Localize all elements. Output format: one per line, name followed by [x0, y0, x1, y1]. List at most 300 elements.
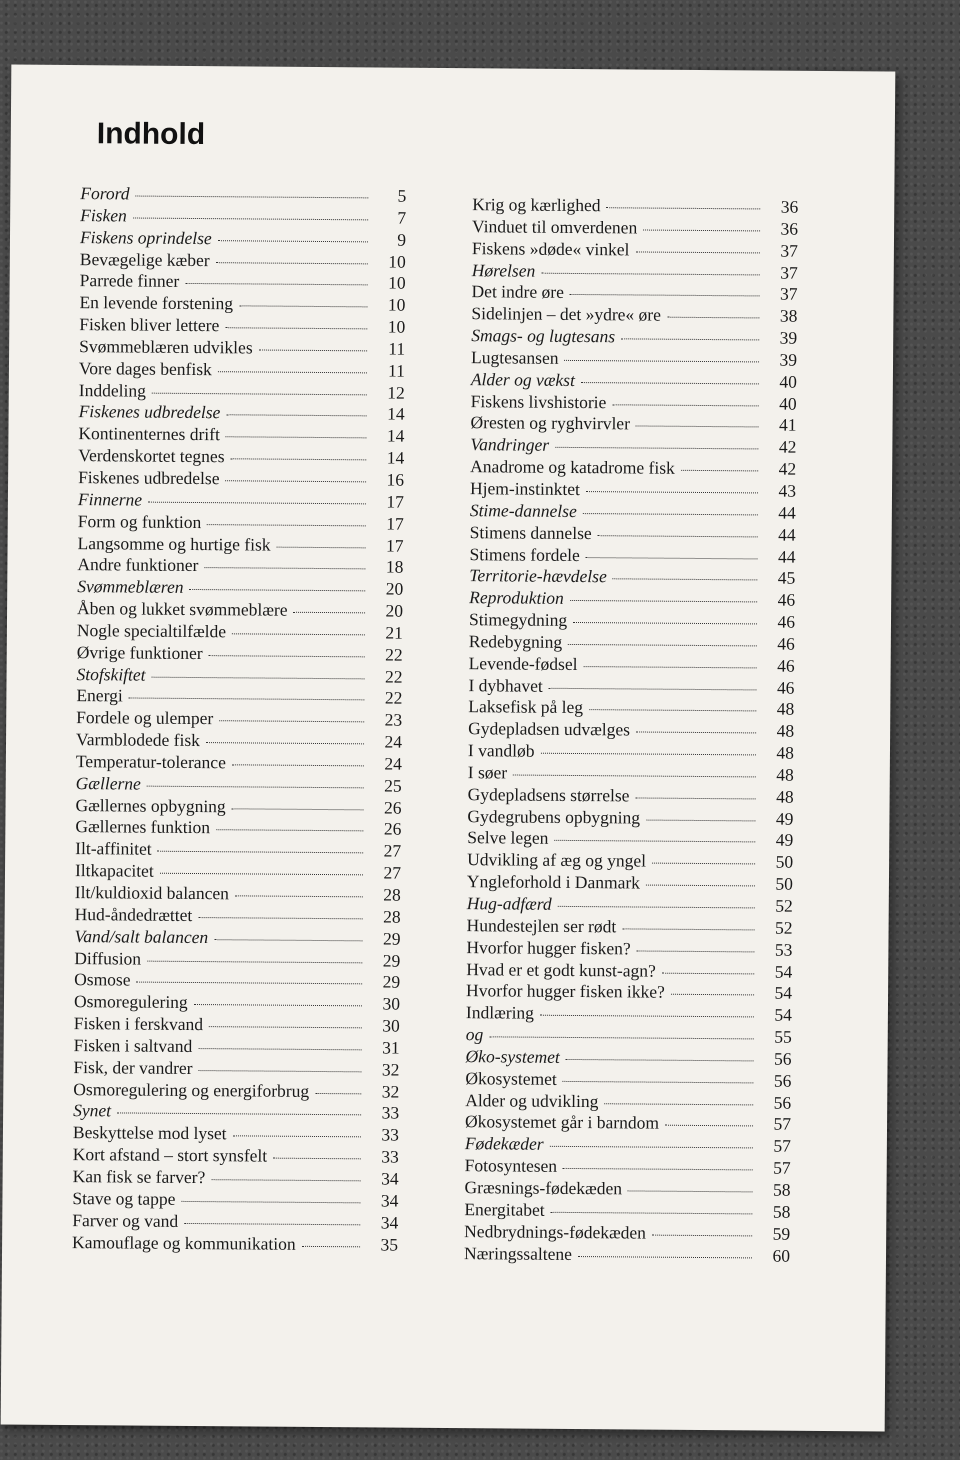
- toc-entry-title: Indlæring: [465, 1002, 535, 1023]
- toc-entry: [78, 511, 404, 535]
- toc-entry-page: 57: [773, 1114, 792, 1135]
- toc-entry: [470, 413, 796, 437]
- toc-entry-title: Alder og udvikling: [465, 1089, 599, 1111]
- toc-entry-title: Økosystemet går i barndom: [464, 1111, 660, 1134]
- dot-leader: [635, 251, 760, 253]
- dot-leader: [637, 950, 755, 952]
- toc-entry-title: Hvad er et godt kunst-agn?: [466, 958, 656, 981]
- dot-leader: [302, 1245, 360, 1246]
- toc-entry-title: Hud-åndedrættet: [74, 903, 193, 925]
- toc-entry-page: 43: [778, 480, 797, 501]
- dot-leader: [294, 612, 366, 614]
- toc-entry: [468, 697, 794, 721]
- toc-entry-page: 40: [779, 371, 797, 392]
- dot-leader: [232, 633, 365, 635]
- toc-entry-page: 38: [779, 305, 798, 326]
- toc-entry: [469, 631, 795, 655]
- dot-leader: [185, 283, 367, 285]
- toc-entry-title: Bevægelige kæber: [79, 248, 210, 270]
- toc-entry-title: Osmoregulering: [73, 991, 188, 1013]
- toc-entry-page: 24: [384, 753, 402, 774]
- dot-leader: [643, 229, 760, 231]
- toc-entry-title: Hvorfor hugger fisken ikke?: [466, 980, 665, 1003]
- toc-entry-page: 14: [386, 425, 405, 446]
- toc-entry: [76, 664, 402, 688]
- dot-leader: [198, 917, 362, 919]
- toc-entry-page: 34: [381, 1168, 399, 1189]
- dot-leader: [652, 863, 755, 865]
- toc-entry: [469, 544, 795, 568]
- dot-leader: [621, 338, 759, 340]
- toc-entry-page: 46: [777, 589, 796, 610]
- toc-entry-title: Gydepladsen udvælges: [468, 718, 631, 740]
- toc-entry: [470, 456, 796, 480]
- dot-leader: [607, 207, 761, 209]
- dot-leader: [646, 885, 755, 887]
- dot-leader: [216, 830, 363, 832]
- toc-entry-page: 17: [386, 491, 405, 512]
- toc-entry: [469, 587, 795, 611]
- toc-entry: [467, 893, 793, 917]
- toc-entry-page: 52: [775, 917, 793, 938]
- dot-leader: [273, 1158, 361, 1160]
- toc-entry: [468, 762, 794, 786]
- dot-leader: [226, 415, 366, 417]
- toc-entry-title: Stimens fordele: [469, 543, 580, 565]
- toc-entry-title: Iltkapacitet: [74, 860, 154, 881]
- toc-entry-page: 20: [385, 578, 404, 599]
- toc-entry: [471, 325, 797, 349]
- toc-entry-page: 30: [382, 1015, 400, 1036]
- dot-leader: [158, 851, 364, 854]
- toc-entry-page: 29: [382, 950, 401, 971]
- toc-entry: [75, 860, 401, 884]
- dot-leader: [604, 1103, 753, 1105]
- toc-entry: [468, 675, 794, 699]
- dot-leader: [190, 589, 366, 591]
- dot-leader: [568, 644, 757, 646]
- dot-leader: [231, 458, 367, 460]
- toc-entry: [77, 554, 403, 578]
- dot-leader: [214, 939, 362, 941]
- toc-entry-title: Det indre øre: [471, 281, 564, 303]
- toc-entry-title: Yngleforhold i Danmark: [466, 871, 641, 893]
- toc-entry-title: Laksefisk på leg: [468, 696, 584, 718]
- toc-entry-page: 58: [772, 1179, 791, 1200]
- dot-leader: [137, 982, 363, 985]
- toc-entry-title: Anadrome og katadrome fisk: [470, 456, 675, 478]
- toc-entry-title: Fisken bliver lettere: [79, 314, 220, 336]
- toc-entry-title: Fødekæder: [464, 1133, 544, 1155]
- toc-entry: [469, 653, 795, 677]
- toc-entry-title: Energitabet: [464, 1198, 545, 1220]
- toc-entry-page: 41: [778, 415, 797, 436]
- toc-entry-title: Nedbrydnings-fødekæden: [464, 1220, 647, 1243]
- dot-leader: [117, 1113, 361, 1116]
- toc-entry-title: Kort afstand – stort synsfelt: [72, 1144, 268, 1166]
- toc-entry: [472, 260, 798, 284]
- toc-entry: [72, 1188, 398, 1212]
- toc-entry-title: Gællerne: [75, 772, 141, 794]
- toc-entry-title: Krig og kærlighed: [472, 194, 601, 216]
- toc-entry-page: 20: [385, 600, 404, 621]
- book-page: [1, 65, 896, 1432]
- dot-leader: [563, 1168, 753, 1170]
- toc-entry: [79, 336, 405, 360]
- toc-entry: [465, 1133, 791, 1157]
- toc-entry: [72, 1210, 398, 1234]
- toc-entry-title: Gydegrubens opbygning: [467, 805, 641, 828]
- toc-entry-page: 46: [777, 611, 796, 632]
- toc-entry-title: Energi: [76, 685, 123, 706]
- toc-entry: [80, 227, 406, 251]
- dot-leader: [598, 535, 758, 537]
- toc-entry: [74, 948, 400, 972]
- dot-leader: [136, 196, 369, 199]
- toc-entry-page: 45: [777, 567, 796, 589]
- toc-entry-page: 16: [386, 469, 405, 490]
- dot-leader: [232, 764, 364, 766]
- dot-leader: [540, 1015, 754, 1018]
- toc-entry-page: 27: [383, 862, 402, 883]
- dot-leader: [578, 1256, 752, 1258]
- dot-leader: [636, 426, 759, 428]
- toc-entry-page: 32: [381, 1081, 400, 1102]
- toc-entry-title: Smags- og lugtesans: [471, 325, 616, 347]
- toc-entry-title: Stimens dannelse: [469, 521, 592, 543]
- toc-entry: [464, 1243, 790, 1267]
- toc-entry: [468, 718, 794, 742]
- toc-entry-page: 22: [384, 687, 403, 709]
- toc-entry-page: 36: [780, 196, 799, 217]
- toc-entry-page: 57: [773, 1157, 791, 1178]
- toc-entry: [73, 1101, 399, 1125]
- toc-entry: [470, 478, 796, 502]
- dot-leader: [681, 470, 758, 472]
- toc-entry-title: Vinduet til omverdenen: [472, 216, 638, 238]
- toc-entry-title: Fisken: [80, 204, 127, 226]
- page-title: Indhold: [96, 117, 206, 152]
- toc-entry-title: Gællernes funktion: [75, 816, 211, 838]
- dot-leader: [581, 382, 759, 384]
- toc-entry-title: Økosystemet: [465, 1067, 557, 1089]
- toc-entry-page: 54: [774, 1004, 792, 1025]
- toc-entry-page: 42: [778, 458, 797, 479]
- toc-entry-page: 48: [776, 764, 794, 785]
- toc-entry: [75, 817, 401, 841]
- toc-entry-page: 39: [779, 327, 798, 348]
- toc-entry-page: 17: [386, 535, 404, 556]
- toc-entry: [75, 838, 401, 862]
- toc-entry: [464, 1221, 790, 1245]
- toc-entry: [73, 1057, 399, 1081]
- toc-entry: [80, 205, 406, 229]
- dot-leader: [211, 1179, 360, 1181]
- toc-entry: [79, 292, 405, 316]
- toc-entry: [76, 751, 402, 775]
- toc-entry-title: Parrede finner: [79, 270, 180, 292]
- toc-entry-title: Gællernes opbygning: [75, 794, 226, 816]
- toc-entry: [74, 1013, 400, 1037]
- toc-entry: [465, 1155, 791, 1179]
- toc-entry-page: 22: [384, 666, 403, 687]
- toc-entry-page: 21: [385, 622, 403, 643]
- dot-leader: [315, 1093, 361, 1094]
- toc-entry-page: 37: [780, 262, 798, 283]
- dot-leader: [209, 1026, 362, 1028]
- toc-entry-page: 35: [380, 1233, 399, 1255]
- toc-entry-page: 22: [385, 644, 403, 665]
- toc-entry-title: Fiskenes udbredelse: [78, 401, 221, 423]
- toc-entry: [465, 1068, 791, 1092]
- toc-entry-page: 49: [775, 808, 794, 829]
- toc-entry-title: Stime-dannelse: [469, 499, 577, 521]
- toc-entry-page: 11: [388, 360, 406, 381]
- toc-entry-title: Udvikling af æg og yngel: [467, 849, 647, 871]
- toc-entry: [466, 1002, 792, 1026]
- dot-leader: [570, 294, 760, 296]
- toc-entry-title: Varmblodede fisk: [75, 729, 201, 751]
- toc-entry-title: Kamouflage og kommunikation: [72, 1231, 296, 1254]
- dot-leader: [665, 1125, 753, 1127]
- dot-leader: [646, 819, 755, 821]
- toc-entry-title: Øresten og ryghvirvler: [470, 412, 631, 434]
- toc-left-column: [72, 183, 406, 1256]
- toc-entry-page: 17: [386, 513, 404, 534]
- toc-entry-title: Beskyttelse mod lyset: [72, 1122, 227, 1144]
- toc-entry: [467, 849, 793, 873]
- toc-entry-page: 50: [775, 873, 794, 894]
- toc-entry-page: 31: [382, 1037, 400, 1058]
- dot-leader: [489, 1036, 753, 1039]
- dot-leader: [226, 480, 367, 482]
- toc-entry-title: Alder og vækst: [470, 368, 575, 390]
- toc-entry-title: Fisken i ferskvand: [73, 1013, 204, 1035]
- dot-leader: [671, 994, 754, 996]
- dot-leader: [207, 524, 366, 526]
- toc-entry: [73, 1079, 399, 1103]
- toc-entry-page: 12: [387, 382, 405, 403]
- dot-leader: [147, 960, 362, 963]
- dot-leader: [554, 840, 755, 843]
- toc-entry-title: Fiskenes udbredelse: [78, 467, 220, 489]
- toc-entry: [464, 1177, 790, 1201]
- toc-entry-title: Ilt-affinitet: [75, 838, 152, 859]
- toc-entry: [76, 729, 402, 753]
- toc-entry: [465, 1046, 791, 1070]
- dot-leader: [583, 666, 756, 668]
- dot-leader: [549, 687, 757, 690]
- dot-leader: [218, 371, 367, 373]
- toc-entry-title: Temperatur-tolerance: [75, 751, 226, 773]
- dot-leader: [662, 972, 754, 974]
- toc-entry: [465, 1112, 791, 1136]
- toc-entry-page: 42: [778, 436, 797, 458]
- toc-entry: [464, 1199, 790, 1223]
- toc-entry-page: 33: [381, 1102, 400, 1124]
- toc-entry-title: Farver og vand: [72, 1209, 179, 1231]
- dot-leader: [573, 622, 757, 624]
- toc-entry-title: Fiskens oprindelse: [79, 226, 212, 248]
- dot-leader: [586, 557, 758, 559]
- toc-entry: [74, 991, 400, 1015]
- dot-leader: [152, 392, 367, 395]
- dot-leader: [160, 873, 363, 876]
- toc-entry-title: Kontinenternes drift: [78, 423, 220, 445]
- toc-entry-page: 7: [397, 207, 407, 228]
- dot-leader: [622, 928, 754, 930]
- toc-entry-title: Synet: [73, 1100, 112, 1121]
- toc-entry-page: 37: [779, 283, 798, 305]
- dot-leader: [563, 1081, 754, 1083]
- toc-entry-page: 24: [384, 731, 403, 752]
- toc-entry: [471, 347, 797, 371]
- toc-entry-page: 46: [776, 677, 795, 698]
- dot-leader: [129, 698, 365, 701]
- dot-leader: [219, 720, 364, 722]
- toc-entry: [80, 183, 406, 207]
- toc-entry-page: 30: [382, 993, 401, 1014]
- toc-entry: [74, 1035, 400, 1059]
- toc-entry-title: Andre funktioner: [77, 554, 199, 576]
- toc-entry-title: Osmose: [74, 969, 131, 990]
- toc-right-column: [464, 194, 798, 1267]
- toc-entry-page: 55: [774, 1026, 792, 1047]
- toc-entry-page: 44: [777, 546, 796, 567]
- toc-entry: [79, 402, 405, 426]
- dot-leader: [152, 676, 365, 679]
- toc-entry-title: Verdenskortet tegnes: [78, 445, 225, 467]
- toc-entry-title: Hørelsen: [471, 259, 536, 281]
- toc-entry-title: Stave og tappe: [72, 1187, 176, 1209]
- toc-entry: [467, 871, 793, 895]
- toc-entry-page: 33: [381, 1146, 399, 1167]
- toc-entry-page: 10: [388, 251, 406, 272]
- toc-entry: [77, 642, 403, 666]
- toc-entry-page: 18: [385, 556, 404, 577]
- toc-entry-title: Vand/salt balancen: [74, 925, 209, 947]
- toc-entry-page: 48: [776, 742, 795, 763]
- toc-entry-page: 50: [775, 851, 794, 873]
- toc-entry-title: Sidelinjen – det »ydre« øre: [471, 303, 662, 325]
- toc-entry: [472, 216, 798, 240]
- toc-entry-title: Selve legen: [467, 827, 549, 849]
- toc-entry: [75, 904, 401, 928]
- toc-entry-title: og: [465, 1024, 484, 1045]
- toc-entry-page: 54: [774, 982, 793, 1004]
- toc-entry-title: Svømmeblæren udvikles: [79, 335, 253, 358]
- toc-entry-page: 10: [387, 316, 406, 337]
- toc-entry: [78, 445, 404, 469]
- toc-entry-page: 27: [383, 840, 402, 861]
- toc-entry-title: Åben og lukket svømmeblære: [77, 598, 288, 620]
- toc-entry: [77, 576, 403, 600]
- dot-leader: [218, 240, 368, 242]
- toc-entry-title: Næringssaltene: [463, 1242, 573, 1264]
- toc-entry-page: 26: [383, 797, 402, 818]
- dot-leader: [206, 742, 364, 744]
- toc-entry-page: 36: [780, 218, 799, 239]
- toc-entry-page: 44: [778, 524, 796, 545]
- toc-entry-title: Hjem-instinktet: [469, 478, 580, 499]
- toc-entry-page: 14: [386, 447, 405, 468]
- toc-entry: [80, 249, 406, 273]
- dot-leader: [586, 491, 758, 493]
- toc-entry-title: Græsnings-fødekæden: [464, 1177, 623, 1199]
- toc-entry: [73, 1122, 399, 1146]
- toc-entry-page: 48: [776, 786, 794, 807]
- dot-leader: [555, 447, 758, 450]
- toc-entry-title: Hundestejlen ser rødt: [466, 914, 617, 937]
- dot-leader: [204, 567, 365, 569]
- toc-entry: [78, 467, 404, 491]
- toc-entry: [466, 959, 792, 983]
- toc-entry: [76, 685, 402, 709]
- toc-entry-page: 49: [775, 830, 794, 851]
- toc-entry: [78, 489, 404, 513]
- toc-entry: [471, 303, 797, 327]
- dot-leader: [667, 317, 759, 319]
- toc-entry-page: 11: [388, 338, 406, 359]
- toc-entry-page: 25: [384, 775, 402, 796]
- toc-entry-title: Inddeling: [78, 379, 146, 401]
- dot-leader: [199, 1070, 362, 1072]
- dot-leader: [277, 546, 366, 548]
- toc-entry-title: Fordele og ulemper: [76, 707, 214, 729]
- toc-entry-page: 54: [774, 961, 793, 982]
- toc-entry-title: Diffusion: [74, 947, 142, 969]
- toc-entry: [77, 598, 403, 622]
- toc-entry: [472, 238, 798, 262]
- dot-leader: [148, 501, 366, 504]
- toc-entry-title: Stimegydning: [468, 609, 568, 630]
- dot-leader: [612, 404, 758, 406]
- toc-entry: [75, 882, 401, 906]
- toc-entry-page: 57: [773, 1135, 791, 1156]
- toc-entry-title: Forord: [80, 183, 130, 204]
- toc-entry-title: Hug-adfærd: [466, 893, 552, 914]
- toc-entry-page: 23: [384, 709, 403, 730]
- toc-entry-title: Svømmeblæren: [77, 576, 184, 598]
- toc-entry-page: 46: [777, 633, 795, 654]
- dot-leader: [194, 1004, 362, 1006]
- dot-leader: [239, 306, 367, 308]
- toc-entry-title: I vandløb: [467, 740, 535, 761]
- toc-entry-page: 29: [382, 928, 401, 949]
- toc-entry-page: 34: [380, 1212, 399, 1233]
- toc-entry-page: 48: [776, 698, 795, 720]
- toc-entry-title: Levende-fødsel: [468, 652, 578, 674]
- toc-entry: [470, 522, 796, 546]
- dot-leader: [147, 785, 364, 788]
- toc-entry-title: En levende forstening: [79, 292, 234, 314]
- toc-entry-page: 28: [383, 884, 401, 905]
- toc-entry: [75, 795, 401, 819]
- toc-entry-page: 59: [772, 1223, 791, 1244]
- dot-leader: [652, 1234, 752, 1236]
- dot-leader: [583, 513, 758, 515]
- toc-entry: [465, 1090, 791, 1114]
- toc-entry-page: 37: [780, 240, 798, 261]
- toc-entry-page: 32: [381, 1059, 400, 1080]
- toc-entry: [470, 434, 796, 458]
- toc-entry-page: 48: [776, 720, 795, 741]
- toc-entry-page: 9: [397, 229, 407, 250]
- toc-entry: [466, 1024, 792, 1048]
- toc-entry: [79, 314, 405, 338]
- toc-entry: [73, 1166, 399, 1190]
- dot-leader: [570, 600, 757, 602]
